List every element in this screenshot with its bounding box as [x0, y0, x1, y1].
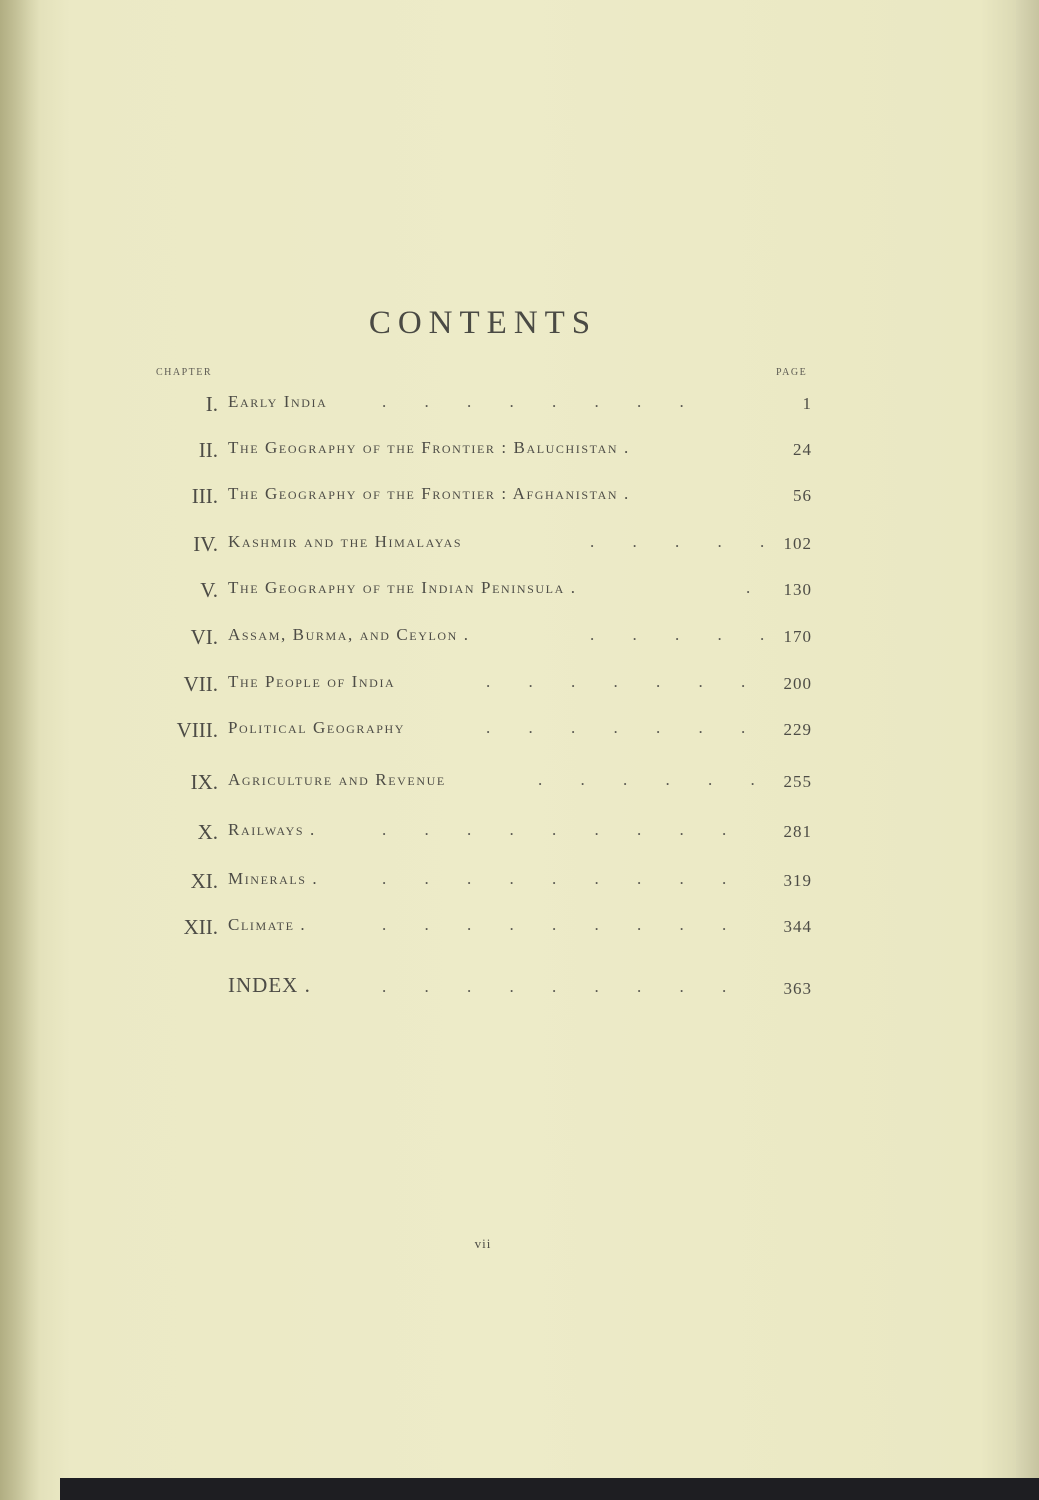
chapter-numeral: II. — [198, 438, 218, 462]
page-number: 363 — [783, 979, 812, 998]
chapter-numeral: XI. — [190, 869, 218, 893]
leader-dots: . . . . . . . — [486, 718, 746, 737]
page-number: 24 — [793, 440, 812, 459]
toc-entry — [140, 392, 820, 422]
leader-dots: . . . . . . . — [486, 672, 746, 691]
contents-heading: CONTENTS — [368, 305, 598, 341]
toc-entry — [140, 578, 820, 608]
toc-entry — [140, 770, 820, 800]
leader-dots: . . . . . . . . . — [382, 820, 727, 839]
chapter-numeral: XII. — [183, 915, 218, 939]
chapter-numeral: I. — [205, 392, 218, 416]
toc-entry — [140, 820, 820, 850]
leader-dots: . . . . . . . . . — [382, 915, 727, 934]
chapter-title: Early India — [228, 392, 328, 411]
chapter-title: Railways . — [228, 820, 316, 839]
page-number: 319 — [783, 871, 812, 890]
page-number: 1 — [802, 394, 812, 413]
chapter-title: The Geography of the Frontier : Afghanistan . — [228, 484, 630, 503]
chapter-numeral: III. — [191, 484, 218, 508]
toc-entry — [140, 718, 820, 748]
leader-dots: . . . . . . . . — [382, 392, 684, 411]
chapter-numeral: VII. — [183, 672, 218, 696]
leader-dots: . . . . . . — [538, 770, 755, 789]
chapter-title: Minerals . — [228, 869, 319, 888]
leader-dots: . . . . . . . . . — [382, 869, 727, 888]
chapter-numeral: IV. — [193, 532, 218, 556]
chapter-title: Agriculture and Revenue — [228, 770, 446, 789]
page-number: 56 — [793, 486, 812, 505]
index-title: INDEX . — [228, 973, 311, 997]
page-number: 130 — [783, 580, 812, 599]
toc-entry — [140, 915, 820, 945]
toc-entry — [140, 532, 820, 562]
page-number: 200 — [783, 674, 812, 693]
cover-edge — [60, 1478, 1039, 1500]
page-number: 255 — [783, 772, 812, 791]
page-edge — [1016, 0, 1039, 1500]
page-number: 344 — [783, 917, 812, 936]
chapter-title: Assam, Burma, and Ceylon . — [228, 625, 470, 644]
chapter-numeral: IX. — [190, 770, 218, 794]
chapter-numeral: VI. — [190, 625, 218, 649]
gutter-shadow — [0, 0, 40, 1500]
toc-entry — [140, 672, 820, 702]
page-column-label: PAGE — [776, 367, 808, 378]
toc-entry — [140, 625, 820, 655]
leader-dots: . . . . . . . . . — [382, 977, 727, 996]
page-number: 281 — [783, 822, 812, 841]
chapter-column-label: CHAPTER — [156, 367, 213, 378]
chapter-title: The Geography of the Frontier : Baluchistan . — [228, 438, 630, 457]
chapter-title: Political Geography — [228, 718, 406, 737]
toc-entry — [140, 484, 820, 514]
chapter-numeral: X. — [197, 820, 218, 844]
toc-entry — [140, 869, 820, 899]
chapter-numeral: V. — [200, 578, 218, 602]
toc-index-entry — [140, 973, 820, 1007]
leader-dots: . — [746, 578, 751, 597]
leader-dots: . . . . . — [590, 625, 765, 644]
chapter-numeral: VIII. — [176, 718, 218, 742]
page-number: 170 — [783, 627, 812, 646]
chapter-title: The People of India — [228, 672, 396, 691]
chapter-title: The Geography of the Indian Peninsula . — [228, 578, 577, 597]
page-number: 229 — [783, 720, 812, 739]
page-number: 102 — [783, 534, 812, 553]
toc-entry — [140, 438, 820, 468]
leader-dots: . . . . . — [590, 532, 765, 551]
chapter-title: Kashmir and the Himalayas — [228, 532, 463, 551]
chapter-title: Climate . — [228, 915, 307, 934]
page-folio: vii — [474, 1236, 492, 1251]
